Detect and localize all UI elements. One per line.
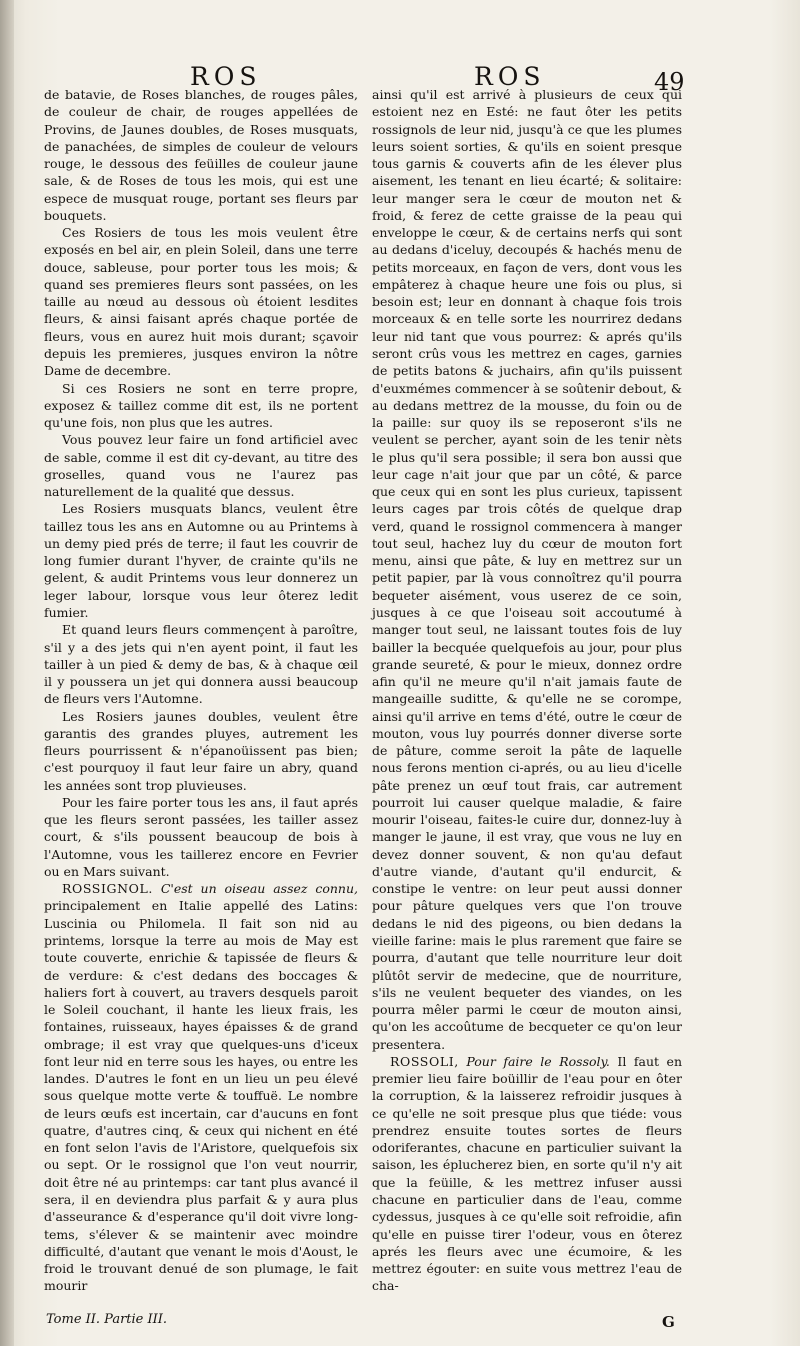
paragraph: Si ces Rosiers ne sont en terre propre, exposez & taillez comme dit est, ils ne portent qu'une fois, non plus que les autres. — [44, 380, 358, 431]
entry-rossoli — [372, 1053, 682, 1295]
paragraph: Vous pouvez leur faire un fond artificiel avec de sable, comme il est dit cy-devant, au titre des groselles, quand vous ne l'aurez pas naturellement de la qualité que dessus. — [44, 432, 358, 500]
paragraph: Les Rosiers musquats blancs, veulent être taillez tous les ans en Automne ou au Printems à un demy pied prés de terre; il faut les couvrir de long fumier durant l'hyver, de crainte qu'ils ne gelent, & audit Printems vous leur donnerez un leger labour, lorsque vous leur ôterez ledit fumier. — [44, 501, 358, 620]
entry-continuation-rossignol: ainsi qu'il est arrivé à plusieurs de ceux qui estoient nez en Esté: ne faut ôter les petits rossignols de leur nid, jusqu'à ce que les plumes leurs soient sorties, & qu'ils en soient presque tous garnis & couverts afin de les élever plus aisement, les tenant en lieu écarté; & solitaire: leur manger sera le cœur de mouton net & froid, & ferez de cette graisse de la peau qui enveloppe le cœur, & de certains nerfs qui sont au dedans d'iceluy, decoupés & hachés menu de petits morceaux, en façon de vers, dont vous les empâterez à chaque heure une fois ou plus, si besoin est; leur en donnant à chaque fois trois morceaux & en telle sorte les nourrirez dedans leur nid tant que vous pourrez: & aprés qu'ils seront crûs vous les mettrez en cages, garnies de petits batons & juchairs, afin qu'ils puissent d'euxmémes commencer à se soûtenir debout, & au dedans mettrez de la mousse, du foin ou de la paille: sur quoy ils se reposeront s'ils ne veulent se percher, ayant soin de les tenir nèts le plus qu'il sera possible; il sera bon aussi que leur cage n'ait jour que par un côté, & parce que ceux qui en sont les plus curieux, tapissent leurs cages par trois côtés de quelque drap verd, quand le rossignol commencera à manger tout seul, hachez luy du cœur de mouton fort menu, ainsi que pâte, & luy en mettrez sur un petit papier, par là vous connoîtrez qu'il pourra bequeter aisément, vous userez de ce soin, jusques à ce que l'oiseau soit accoutumé à manger tout seul, ne laissant toutes fois de luy bailler la becquée quelquefois au jour, pour plus grande seureté, & pour le mieux, donnez ordre afin qu'il ne meure qu'il n'ait jamais faute de mangeaille suditte, & qu'elle ne se corompe, ainsi qu'il arrive en tems d'été, outre le cœur de mouton, vous luy pourrés donner diverse sorte de pâture, comme seroit la pâte de laquelle nous ferons mention ci-aprés, ou au lieu d'icelle pâte prenez un œuf tout frais, car autrement pourroit lui causer quelque maladie, & faire mourir l'oiseau, faites-le cuire dur, donnez-luy à manger le jaune, il est vray, que vous ne luy en devez donner souvent, & non qu'au defaut d'autre viande, d'autant qu'il endurcit, & constipe le ventre: on leur peut aussi donner pour pâture quelques vers que l'on trouve dedans le nid des pigeons, ou bien dedans la vieille farine: mais le plus rarement que faire se pourra, d'autant que telle nourriture leur doit plûtôt servir de medecine, que de nourriture, s'ils ne veulent bequeter des viandes, on les pourra mêler parmi le cœur de mouton ainsi, qu'on les accoûtume de becqueter ce qu'on leur presentera. — [372, 87, 682, 1052]
right-column — [372, 86, 682, 1295]
paragraph: Pour les faire porter tous les ans, il faut aprés que les fleurs seront passées, les tailler assez court, & s'ils poussent beaucoup de bois à l'Automne, vous les taillerez encore en Fevrier ou en Mars suivant. — [44, 794, 358, 879]
entry-heading-rossoli: ROSSOLI, — [390, 1053, 459, 1069]
entry-heading-rossignol: ROSSIGNOL. — [62, 881, 153, 897]
paragraph: de batavie, de Roses blanches, de rouges pâles, de couleur de chair, de rouges appellées de Provins, de Jaunes doubles, de Roses musquats, de panachées, de simples de couleur de velours rouge, le dessous des feüilles de couleur jaune sale, & de Roses de tous les mois, qui est une espece de musquat rouge, portant ses fleurs par bouquets. — [44, 87, 358, 223]
running-head-right: ROS — [474, 62, 546, 91]
running-head-left: ROS — [190, 62, 262, 91]
entry-intro-rossignol: C'est un oiseau assez connu, — [160, 881, 358, 897]
left-column — [44, 86, 358, 1295]
paragraph: Les Rosiers jaunes doubles, veulent être garantis des grandes pluyes, autrement les fleurs pourrissent & n'épanoüissent pas bien; c'est pourquoy il faut leur faire un abry, quand les années sont trop pluvieuses. — [44, 708, 358, 793]
page-binding-shadow — [0, 0, 14, 1346]
entry-text-rossignol: principalement en Italie appellé des Latins: Luscinia ou Philomela. Il fait son nid au printems, lorsque la terre au mois de May est toute couverte, enrichie & tapissée de fleurs & de verdure: & c'est dedans des boccages & haliers fort à couvert, au travers desquels paroit le Soleil couchant, il hante les lieux frais, les fontaines, ruisseaux, hayes épaisses & de grand ombrage; il est vray que quelques-uns d'iceux font leur nid en terre sous les hayes, ou entre les landes. D'autres le font en un lieu un peu élevé sous quelque motte verte & touffuë. Le nombre de leurs œufs est incertain, car d'aucuns en font quatre, d'autres cinq, & ceux qui nichent en été en font selon l'avis de l'Aristore, quelquefois six ou sept. Or le rossignol que l'on veut nourrir, doit être né au printemps: car tant plus avancé il sera, il en deviendra plus parfait & y aura plus d'asseurance & d'esperance qu'il doit vivre long-tems, s'élever & se maintenir avec moindre difficulté, d'autant que venant le mois d'Aoust, le froid le trouvant denué de son plumage, le fait mourir — [44, 898, 358, 1294]
paragraph: Et quand leurs fleurs commençent à paroître, s'il y a des jets qui n'en ayent point, il faut les tailler à un pied & demy de bas, & à chaque œil il y poussera un jet qui donnera aussi beaucoup de fleurs vers l'Automne. — [44, 622, 358, 707]
entry-subtitle-rossoli: Pour faire le Rossoly. — [466, 1053, 610, 1069]
volume-footer: Tome II. Partie III. — [46, 1312, 168, 1327]
entry-text-rossoli: Il faut en premier lieu faire boüillir de l'eau pour en ôter la corruption, & la laisserez refroidir jusques à ce qu'elle ne soit presque plus que tiéde: vous prendrez ensuite toutes sortes de fleurs odoriferantes, chacune en particulier suivant la saison, les éplucherez bien, en sorte qu'il n'y ait que la feüille, & les mettrez infuser aussi chacune en particulier dans de l'eau, comme cydessus, jusques à ce qu'elle soit refroidie, afin qu'elle en puisse tirer l'odeur, vous en ôterez aprés les fleurs avec une écumoire, & les mettrez égouter: en suite vous mettrez l'eau de cha- — [372, 1053, 682, 1294]
paragraph: Ces Rosiers de tous les mois veulent être exposés en bel air, en plein Soleil, dans une terre douce, sableuse, pour porter tous les mois; & quand ses premieres fleurs sont passées, on les taille au nœud au dessous où étoient lesdites fleurs, & ainsi faisant aprés chaque portée de fleurs, vous en aurez huit mois durant; sçavoir depuis les premieres, jusques environ la nôtre Dame de decembre. — [44, 225, 358, 379]
page-number: 49 — [654, 68, 685, 96]
signature-mark: G — [662, 1313, 675, 1331]
entry-rossignol — [44, 880, 358, 1294]
